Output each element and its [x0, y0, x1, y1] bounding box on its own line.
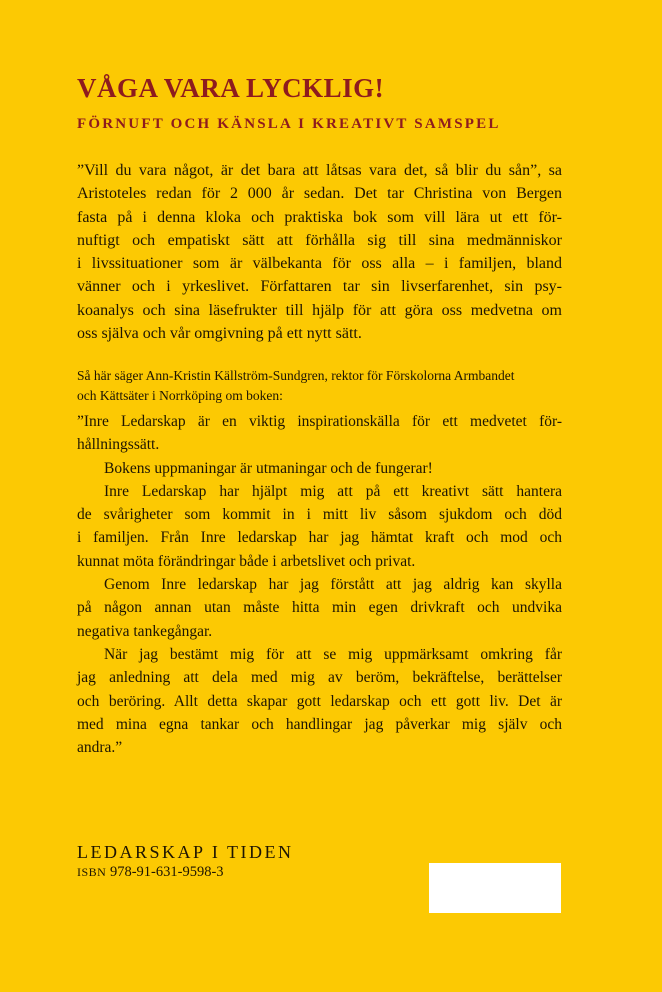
text-line: Bokens uppmaningar är utmaningar och de fungerar! [104, 459, 433, 477]
text-line: med mina egna tankar och handlingar jag påverkar mig själv och [77, 715, 562, 733]
quote-block [77, 410, 562, 759]
book-title: VÅGA VARA LYCKLIG! [77, 73, 385, 103]
text-line: Så här säger Ann-Kristin Källström-Sundgren, rektor för Förskolorna Armbandet [77, 368, 515, 383]
attribution-text [77, 366, 562, 406]
text-line: nuftigt och empatiskt sätt att förhålla sig till sina medmänniskor [77, 231, 562, 249]
text-line: i familjen. Från Inre ledarskap har jag hämtat kraft och mod och [77, 529, 562, 547]
text-line: När jag bestämt mig för att se mig uppmärksamt omkring får [104, 645, 562, 663]
publisher-name: LEDARSKAP I TIDEN [77, 842, 294, 862]
text-line: negativa tankegångar. [77, 622, 213, 640]
text-line: andra.” [77, 739, 123, 757]
intro-paragraph [77, 159, 562, 345]
text-line: ”Vill du vara något, är det bara att låtsas vara det, så blir du sån”, sa [77, 162, 562, 179]
text-line: vänner och i yrkeslivet. Författaren tar sin livserfarenhet, sin psy- [77, 278, 562, 296]
text-line: oss själva och vår omgivning på ett nytt sätt. [77, 325, 362, 343]
text-line: på någon annan utan måste hitta min egen drivkraft och undvika [77, 599, 562, 617]
text-line: fasta på i denna kloka och praktiska bok som vill lära ut ett för- [77, 208, 562, 226]
text-line: hållningssätt. [77, 436, 160, 454]
isbn-label: ISBN [77, 865, 107, 879]
text-line: och beröring. Allt detta skapar gott ledarskap och ett gott liv. Det är [77, 692, 562, 710]
isbn-number: 978-91-631-9598-3 [109, 864, 224, 880]
book-subtitle: FÖRNUFT OCH KÄNSLA I KREATIVT SAMSPEL [77, 116, 501, 132]
text-line: och Kättsäter i Norrköping om boken: [77, 388, 283, 403]
text-line: kunnat möta förändringar både i arbetslivet och privat. [77, 552, 416, 570]
barcode-placeholder [429, 863, 561, 913]
text-line: Genom Inre ledarskap har jag förstått att jag aldrig kan skylla [104, 576, 562, 594]
text-line: jag anledning att dela med mig av beröm, bekräftelse, berättelser [77, 669, 562, 687]
text-line: ”Inre Ledarskap är en viktig inspirationskälla för ett medvetet för- [77, 413, 562, 430]
text-line: de svårigheter som kommit in i mitt liv såsom sjukdom och död [77, 506, 562, 524]
text-line: Inre Ledarskap har hjälpt mig att på ett kreativt sätt hantera [104, 482, 562, 500]
text-line: i livssituationer som är välbekanta för oss alla – i familjen, bland [77, 255, 562, 273]
text-line: Aristoteles redan för 2 000 år sedan. Det tar Christina von Bergen [77, 185, 562, 203]
text-line: koanalys och sina läsefrukter till hjälp för att göra oss medvetna om [77, 301, 562, 319]
